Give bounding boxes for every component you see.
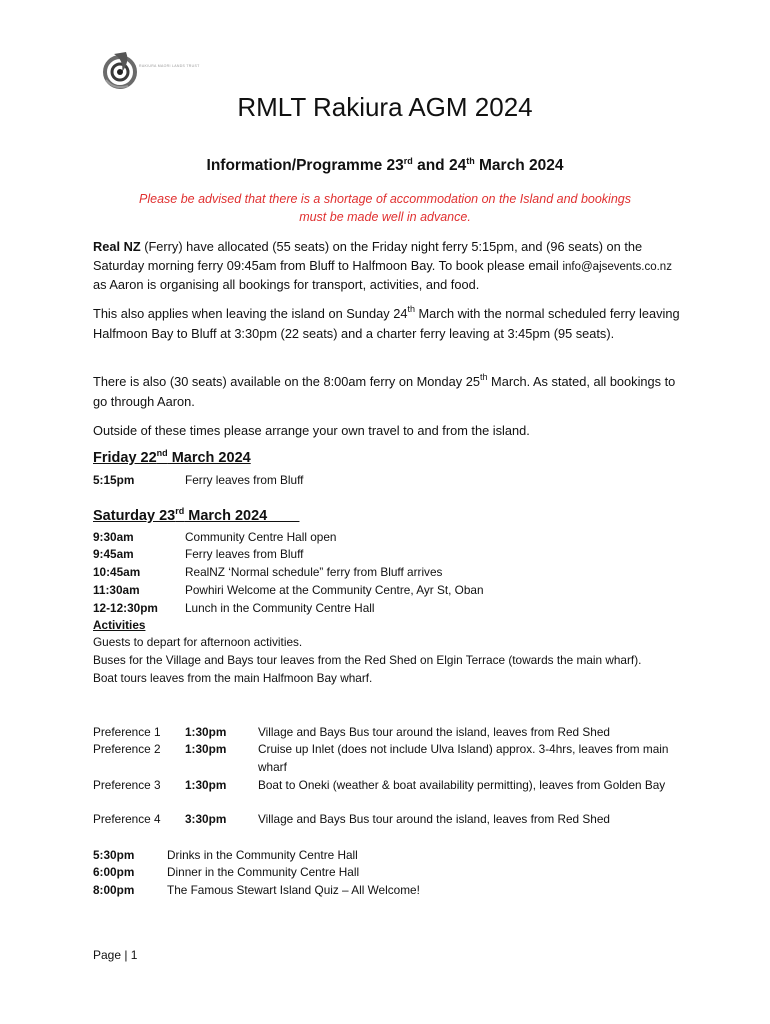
document-subtitle: Information/Programme 23rd and 24th March 2024 [206,156,564,174]
booking-email: info@ajsevents.co.nz [562,260,672,273]
friday-heading: Friday 22nd March 2024 [93,448,251,466]
ferry-booking-paragraph: Real NZ (Ferry) have allocated (55 seats) on the Friday night ferry 5:15pm, and (96 seats) on the Saturday morning ferry 09:45am from Bluff to Halfmoon Bay. To book please email info@ajsevents.co.nz as Aaron is organising all bookings for transport, activities, and food. [93,239,672,292]
trust-logo [100,50,196,94]
logo-text: RAKIURA MAORI LANDS TRUST [139,64,200,68]
document-title: RMLT Rakiura AGM 2024 [237,92,533,122]
page-number: Page | 1 [93,948,138,962]
activities-text: Guests to depart for afternoon activities. Buses for the Village and Bays tour leaves from the Red Shed on Elgin Terrace (towards the main wharf). Boat tours leaves from the main Halfmoon Bay wharf. [93,635,642,685]
departure-paragraph: This also applies when leaving the island on Sunday 24th March with the normal scheduled ferry leaving Halfmoon Bay to Bluff at 3:30pm (22 seats) and a charter ferry leaving at 3:45pm (95 seats). [93,304,680,341]
accommodation-notice: Please be advised that there is a shortage of accommodation on the Island and bookings must be made well in advance. [139,192,631,224]
saturday-heading: Saturday 23rd March 2024 [93,506,300,524]
own-travel-paragraph: Outside of these times please arrange your own travel to and from the island. [93,423,530,438]
document-page: RAKIURA MAORI LANDS TRUST RMLT Rakiura AGM 2024 Information/Programme 23rd and 24th March 2024 Please be advised that there is a shortage of accommodation on the Island and bookings must be made well in advance. Real NZ (Ferry) have allocated (55 seats) on the Friday night ferry 5:15pm, and (96 seats) on the Saturday morning ferry 09:45am from Bluff to Halfmoon Bay. To book please email info@ajsevents.co.nz as Aaron is organising all bookings for transport, activities, and food. This also applies when leaving the island on Sunday 24th March with the normal scheduled ferry leaving Halfmoon Bay to Bluff at 3:30pm (22 seats) and a charter ferry leaving at 3:45pm (95 seats). There is also (30 seats) available on the 8:00am ferry on Monday 25th March. As stated, all bookings to go through Aaron. Outside of these times please arrange your own travel to and from the island. Friday 22nd March 2024 5:15pm Ferry leaves from Bluff Saturday 23rd March 2024 9:30am Community Centre Hall open 9:45am Ferry leaves from Bluff 10:45am RealNZ ‘Normal schedule” ferry from Bluff arrives 11:30am Powhiri Welcome at the Community Centre, Ayr St, Oban 12-12:30pm Lunch in the Community Centre Hall Activities Guests to depart for afternoon activities. Buses for the Village and Bays tour leaves from the Red Shed on Elgin Terrace (towards the main wharf). Boat tours leaves from the main Halfmoon Bay wharf. Preference 1 1:30pm Village and Bays Bus tour around the island, leaves from Red Shed Preference 2 1:30pm Cruise up Inlet (does not include Ulva Island) approx. 3-4hrs, leaves from main wharf Preference 3 1:30pm Boat to Oneki (weather & boat availability permitting), leaves from Golden Bay Preference 4 3:30pm Village and Bays Bus tour around the island, leaves from Red Shed 5:30pm Drinks in the Community Centre Hall 6:00pm Dinner in the Community Centre Hall 8:00pm The Famous Stewart Island Quiz – All Welcome! Page | 1 [0,0,770,1024]
activities-heading: Activities [93,618,146,632]
monday-ferry-paragraph: There is also (30 seats) available on the 8:00am ferry on Monday 25th March. As stated, all bookings to go through Aaron. [93,372,676,409]
